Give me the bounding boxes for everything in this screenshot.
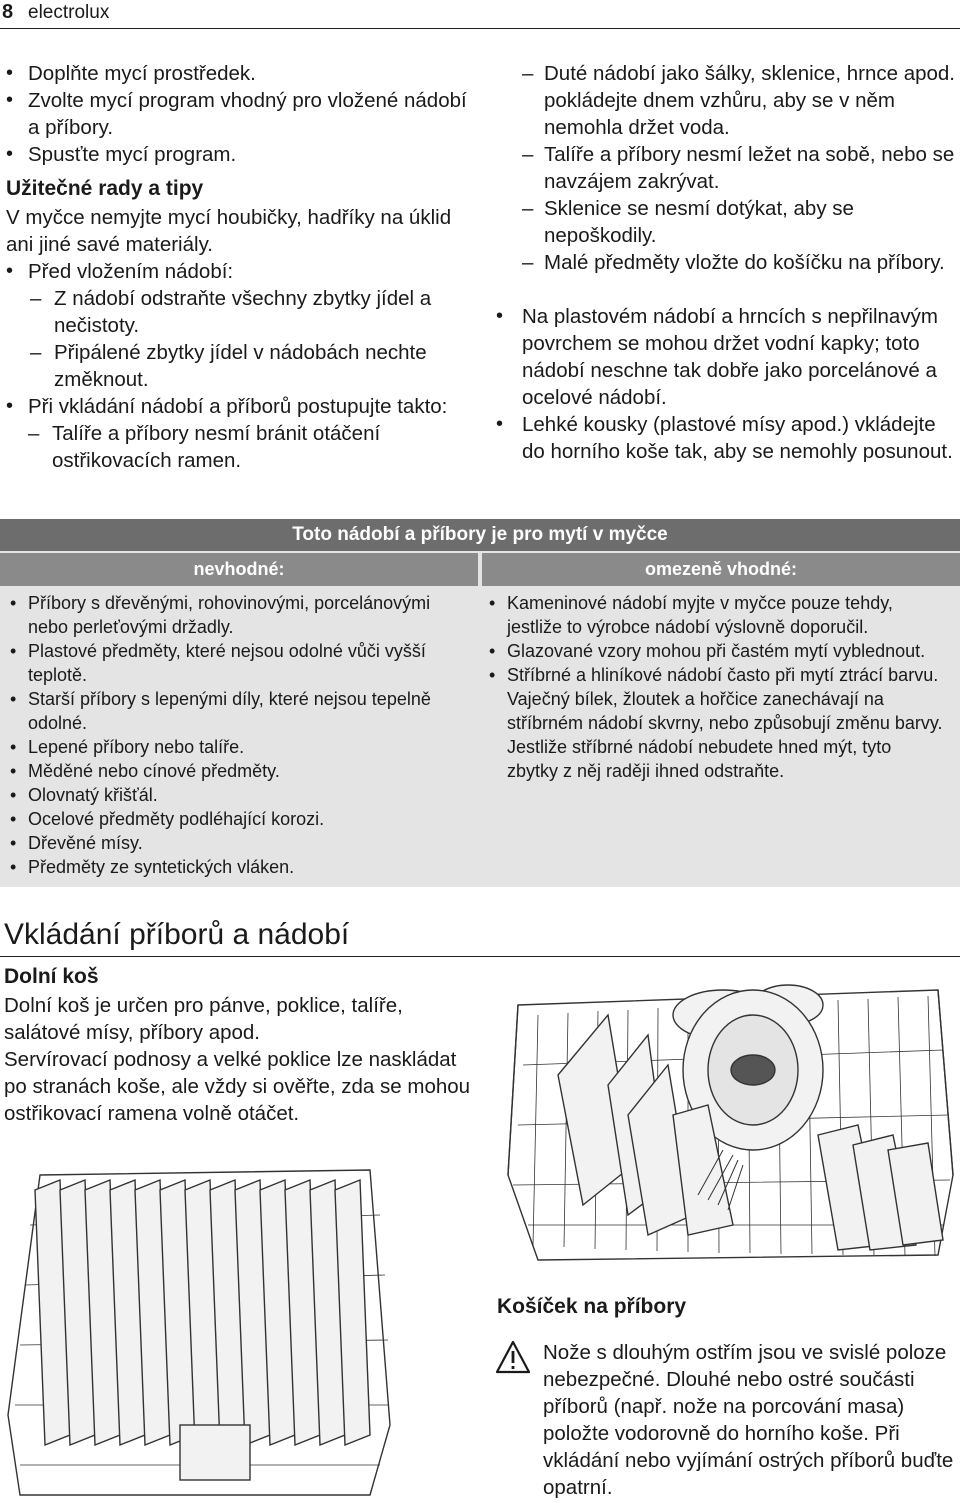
warning-triangle-icon	[495, 1340, 531, 1374]
column-header-limited: omezeně vhodné:	[482, 553, 960, 586]
list-item: • Doplňte mycí prostředek.	[6, 60, 470, 87]
table-row: • Kameninové nádobí myjte v myčce pouze tehdy, jestliže to výrobce nádobí výslovně doporučil.	[485, 591, 947, 639]
limited-list	[485, 591, 947, 783]
right-column-bullets	[496, 303, 960, 465]
sub-list-item: – Talíře a příbory nesmí bránit otáčení ostřikovacích ramen.	[6, 420, 470, 474]
lower-basket-text	[4, 962, 474, 1127]
list-item: • Spusťte mycí program.	[6, 141, 470, 168]
unsuitable-list	[6, 591, 468, 879]
suitability-table	[0, 519, 960, 887]
table-row: • Olovnatý křišťál.	[6, 783, 468, 807]
list-item: • Při vkládání nádobí a příborů postupujte takto:	[6, 393, 470, 420]
section-divider	[0, 956, 960, 957]
sub-list-item: – Připálené zbytky jídel v nádobách nechte změknout.	[6, 339, 470, 393]
basket-pans-illustration	[498, 975, 960, 1275]
table-row: • Glazované vzory mohou při častém mytí vyblednout.	[485, 639, 947, 663]
lower-basket-paragraph: Servírovací podnosy a velké poklice lze naskládat po stranách koše, ale vždy si ověřte, zda se mohou ostřikovací ramena volně otáčet.	[4, 1048, 471, 1125]
cutlery-basket-heading: Košíček na příbory	[497, 1295, 687, 1318]
brand-name: electrolux	[28, 2, 110, 23]
sub-list-item: – Malé předměty vložte do košíčku na příbory.	[522, 249, 960, 276]
table-row: • Plastové předměty, které nejsou odolné vůči vyšší teplotě.	[6, 639, 468, 687]
list-item: • Zvolte mycí program vhodný pro vložené nádobí a příbory.	[6, 87, 470, 141]
sub-list-item: – Z nádobí odstraňte všechny zbytky jídel a nečistoty.	[6, 285, 470, 339]
basket-plates-illustration	[0, 1165, 400, 1503]
table-row: • Stříbrné a hliníkové nádobí často při mytí ztrácí barvu. Vaječný bílek, žloutek a hořčice zanechávají na stříbrném nádobí skvrny, nebo způsobují změnu barvy. Jestliže stříbrné nádobí nebudete hned mýt, tyto zbytky z něj raději ihned odstraňte.	[485, 663, 947, 783]
lower-basket-paragraph: Dolní koš je určen pro pánve, poklice, talíře, salátové mísy, příbory apod.	[4, 994, 403, 1044]
page-number: 8	[2, 1, 14, 23]
table-row: • Předměty ze syntetických vláken.	[6, 855, 468, 879]
table-row: • Měděné nebo cínové předměty.	[6, 759, 468, 783]
tips-intro: V myčce nemyjte mycí houbičky, hadříky na úklid ani jiné savé materiály.	[6, 206, 452, 256]
sub-list-item: – Talíře a příbory nesmí ležet na sobě, nebo se navzájem zakrývat.	[522, 141, 960, 195]
right-column	[522, 60, 960, 276]
left-column	[6, 60, 470, 474]
page-header	[0, 0, 960, 29]
table-row: • Lepené příbory nebo talíře.	[6, 735, 468, 759]
section-title: Vkládání příborů a nádobí	[4, 918, 350, 951]
table-row: • Dřevěné mísy.	[6, 831, 468, 855]
list-item: • Lehké kousky (plastové mísy apod.) vkládejte do horního koše tak, aby se nemohly posunout.	[496, 411, 960, 465]
column-header-unsuitable: nevhodné:	[0, 553, 478, 586]
list-item: • Na plastovém nádobí a hrncích s nepřilnavým povrchem se mohou držet vodní kapky; toto nádobí neschne tak dobře jako porcelánové a ocelové nádobí.	[496, 303, 960, 411]
table-row: • Ocelové předměty podléhající korozi.	[6, 807, 468, 831]
tips-heading: Užitečné rady a tipy	[6, 177, 204, 200]
sub-list-item: – Duté nádobí jako šálky, sklenice, hrnce apod. pokládejte dnem vzhůru, aby se v něm nemohla držet voda.	[522, 60, 960, 141]
table-row: • Příbory s dřevěnými, rohovinovými, porcelánovými nebo perleťovými držadly.	[6, 591, 468, 639]
list-item: • Před vložením nádobí:	[6, 258, 470, 285]
table-title: Toto nádobí a příbory je pro mytí v myčce	[0, 519, 960, 551]
warning-text: Nože s dlouhým ostřím jsou ve svislé poloze nebezpečné. Dlouhé nebo ostré součásti příborů (např. nože na porcování masa) položte vodorovně do horního koše. Při vkládání nebo vyjímání ostrých příborů buďte opatrní.	[543, 1341, 954, 1499]
lower-basket-heading: Dolní koš	[4, 965, 99, 988]
sub-list-item: – Sklenice se nesmí dotýkat, aby se nepoškodily.	[522, 195, 960, 249]
table-row: • Starší příbory s lepenými díly, které nejsou tepelně odolné.	[6, 687, 468, 735]
